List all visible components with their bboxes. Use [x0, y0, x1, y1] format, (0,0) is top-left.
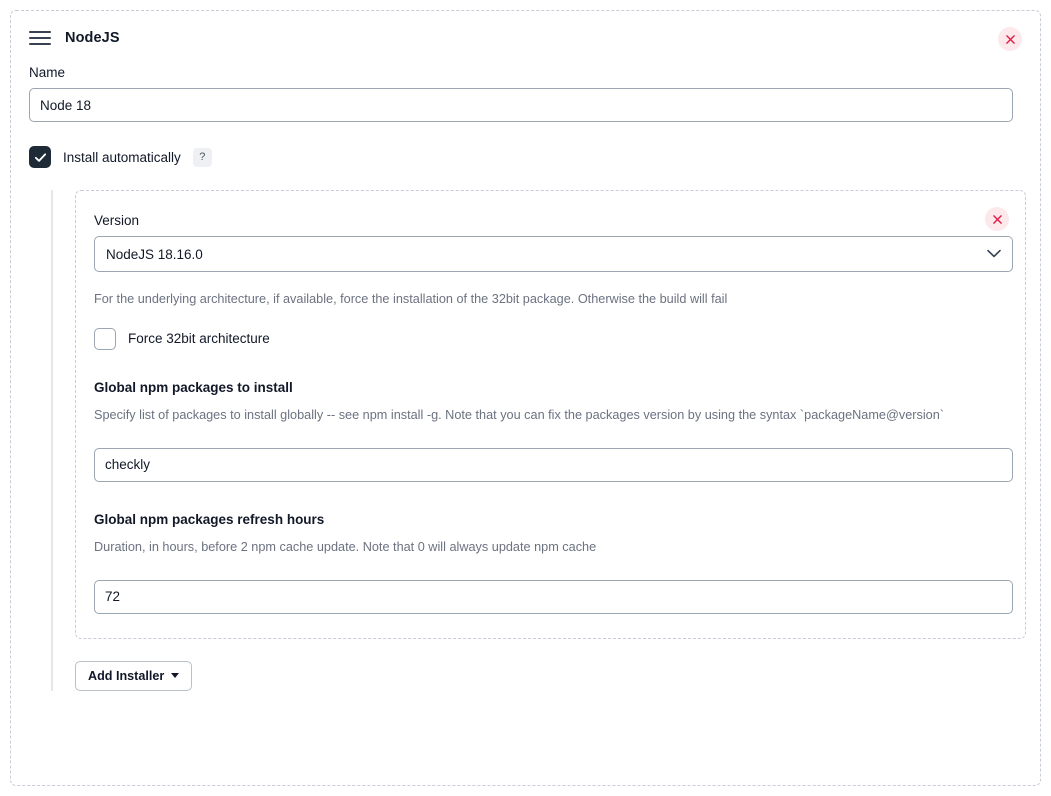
global-packages-input[interactable]: [94, 448, 1013, 482]
add-installer-label: Add Installer: [88, 668, 165, 683]
name-label: Name: [29, 65, 66, 80]
help-icon[interactable]: ?: [193, 148, 212, 167]
hamburger-drag-icon[interactable]: [29, 27, 51, 49]
panel-body: [11, 65, 1040, 691]
drag-line: [29, 37, 51, 39]
version-select-wrap: [94, 236, 1013, 272]
page-title: NodeJS: [65, 30, 120, 46]
global-packages-hint: Specify list of packages to install globally -- see npm install -g. Note that you can fix the packages version by using the syntax `packageName@version`: [94, 407, 944, 422]
check-icon: [34, 151, 47, 164]
close-icon: [993, 215, 1002, 224]
version-select[interactable]: [94, 236, 1013, 272]
force32-label: Force 32bit architecture: [128, 331, 270, 347]
installer-card: [75, 190, 1026, 639]
close-panel-button[interactable]: [998, 27, 1022, 51]
refresh-hours-input[interactable]: [94, 580, 1013, 614]
drag-line: [29, 31, 51, 33]
panel-header: [11, 11, 1040, 65]
install-automatically-label: Install automatically: [63, 149, 181, 165]
install-automatically-checkbox[interactable]: [29, 146, 51, 168]
close-icon: [1006, 35, 1015, 44]
refresh-hours-label: Global npm packages refresh hours: [94, 511, 325, 527]
nodejs-tool-panel: [10, 10, 1041, 786]
refresh-hours-hint: Duration, in hours, before 2 npm cache update. Note that 0 will always update npm cache: [94, 539, 597, 554]
remove-installer-button[interactable]: [985, 207, 1009, 231]
force32-row[interactable]: [94, 328, 1007, 350]
force32-hint: For the underlying architecture, if available, force the installation of the 32bit package. Otherwise the build will fail: [94, 292, 728, 306]
name-input[interactable]: [29, 88, 1013, 122]
install-automatically-row[interactable]: [29, 146, 1022, 168]
installer-section: [51, 190, 1022, 691]
caret-down-icon: [171, 673, 179, 678]
version-select-value: NodeJS 18.16.0: [106, 246, 203, 262]
drag-line: [29, 43, 51, 45]
version-label: Version: [94, 213, 140, 228]
add-installer-button[interactable]: [75, 661, 192, 691]
force32-checkbox[interactable]: [94, 328, 116, 350]
global-packages-label: Global npm packages to install: [94, 379, 293, 395]
